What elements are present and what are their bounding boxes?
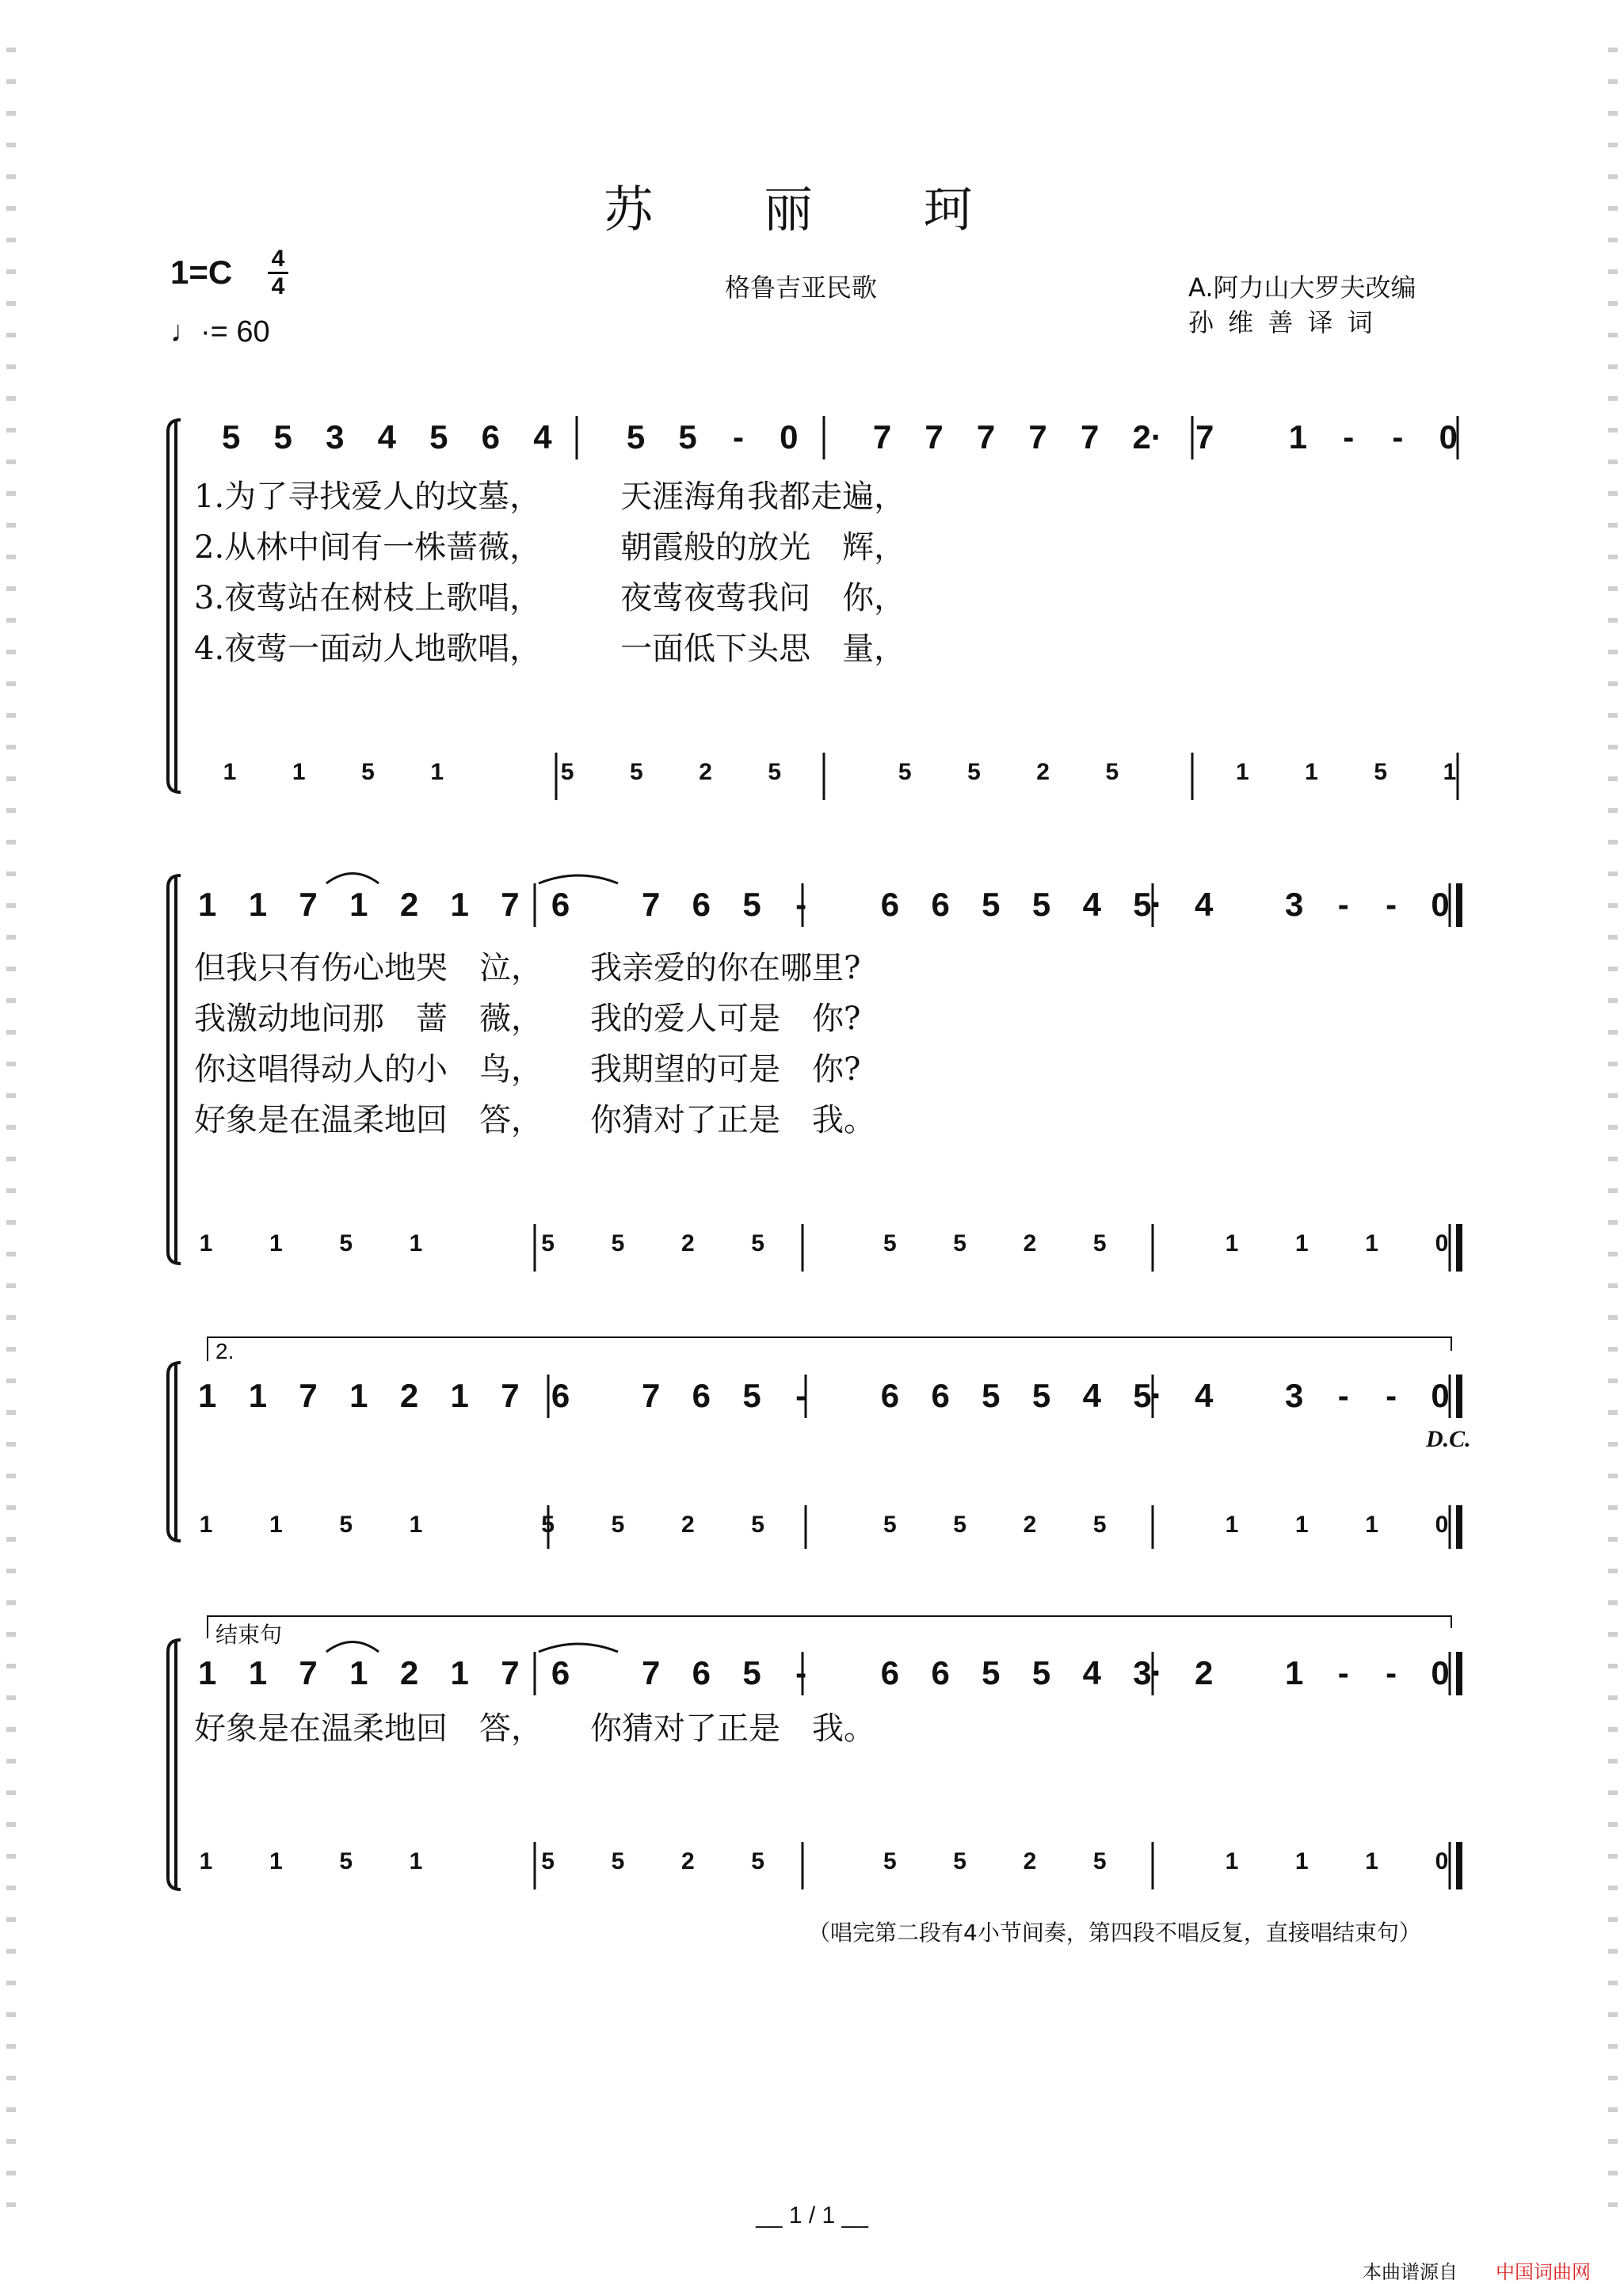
- bass-note: 5: [611, 1512, 625, 1538]
- bass-note: 5: [953, 1512, 966, 1538]
- bass-note: 2: [680, 1230, 695, 1256]
- melody-note: 6: [692, 1377, 711, 1414]
- bass-note: 1: [409, 1230, 423, 1256]
- lyric-verse-1: 但我只有伤心地哭 泣， 我亲爱的你在哪里?: [194, 950, 861, 986]
- melody-note: 6: [551, 1654, 570, 1691]
- time-signature-top: 4: [271, 246, 285, 272]
- bass-note: 5: [883, 1848, 897, 1874]
- melody-note: 7: [641, 1654, 661, 1691]
- coda-label: 结束句: [215, 1622, 283, 1647]
- melody-note: 4: [1082, 1377, 1101, 1414]
- melody-note: 5: [742, 1654, 761, 1691]
- melody-note: 6: [692, 886, 711, 923]
- melody-note: -: [795, 1654, 807, 1691]
- melody-note: 2: [399, 1377, 419, 1414]
- bass-note: 5: [339, 1512, 353, 1538]
- bass-note: 1: [1294, 1512, 1309, 1538]
- barline-gap: [1245, 886, 1253, 924]
- lyric-verse-3: 你这唱得动人的小 鸟， 我期望的可是 你?: [194, 1051, 861, 1088]
- performance-note: （唱完第二段有4小节间奏，第四段不唱反复，直接唱结束句）: [808, 1920, 1421, 1946]
- melody-note: -: [1386, 1654, 1397, 1691]
- song-origin: 格鲁吉亚民歌: [725, 273, 878, 303]
- melody-note: 1: [248, 1377, 268, 1414]
- bass-note: 2: [1023, 1230, 1037, 1256]
- page-number: __ 1 / 1 __: [756, 2202, 868, 2229]
- bass-note: 1: [1365, 1512, 1378, 1538]
- bass-note: 1: [199, 1848, 213, 1874]
- bass-note: 5: [953, 1230, 966, 1256]
- melody-note: 4: [1194, 886, 1214, 923]
- bass-note: 1: [1225, 1230, 1239, 1256]
- melody-row: [198, 1654, 1450, 1692]
- bass-row: [198, 1848, 1450, 1875]
- lyric-verse-3: 3.夜莺站在树枝上歌唱， 夜莺夜莺我问 你，: [194, 580, 906, 616]
- bass-note: 1: [223, 759, 237, 785]
- system-4-lyrics: [194, 1703, 875, 1754]
- melody-note: 3: [326, 418, 345, 456]
- melody-note: 7: [976, 418, 996, 456]
- melody-note: 0: [1431, 1377, 1450, 1414]
- melody-note: 5: [1031, 1654, 1051, 1691]
- melody-note: 3: [1285, 886, 1304, 923]
- bass-note: 1: [1365, 1848, 1378, 1874]
- melody-note: -: [1337, 1654, 1349, 1691]
- bass-note: 5: [751, 1512, 764, 1538]
- system-3-melody: [198, 1377, 1450, 1415]
- melody-note: 6: [481, 418, 501, 456]
- melody-note: 4: [377, 418, 396, 456]
- melody-note: 5: [678, 418, 697, 456]
- melody-note: 4: [1082, 1654, 1101, 1691]
- melody-note: 1: [450, 1654, 469, 1691]
- bass-note: 2: [680, 1512, 695, 1538]
- bass-row: [198, 1230, 1450, 1257]
- lyric-verse-4: 好象是在温柔地回 答， 你猜对了正是 我。: [194, 1102, 875, 1138]
- bass-note: 2: [1023, 1512, 1037, 1538]
- melody-note: 1: [1285, 1654, 1304, 1691]
- bass-note: 1: [1365, 1230, 1378, 1256]
- melody-note: 1: [198, 886, 217, 923]
- lyric-coda: 好象是在温柔地回 答， 你猜对了正是 我。: [194, 1710, 875, 1747]
- bass-note: 1: [1225, 1512, 1239, 1538]
- bass-note: 1: [199, 1512, 213, 1538]
- melody-note: 4: [1082, 886, 1101, 923]
- melody-note: 7: [1195, 418, 1214, 456]
- bass-note: 5: [541, 1230, 555, 1256]
- bass-note: 1: [1294, 1230, 1309, 1256]
- bass-note: 1: [269, 1512, 283, 1538]
- lyric-verse-4: 4.夜莺一面动人地歌唱， 一面低下头思 量，: [194, 631, 906, 667]
- melody-note: 0: [1431, 886, 1450, 923]
- melody-note: 1: [349, 886, 368, 923]
- melody-note: 1: [248, 1654, 268, 1691]
- melody-note: -: [795, 886, 807, 923]
- barline-gap: [1248, 418, 1256, 456]
- bass-note: 2: [699, 759, 712, 785]
- melody-note: 3: [1285, 1377, 1304, 1414]
- bass-note: 5: [611, 1848, 625, 1874]
- bass-note: 1: [430, 759, 444, 785]
- system-2-lyrics: [194, 943, 875, 1146]
- system-1-melody: [222, 418, 1458, 456]
- melody-note: 2: [399, 886, 419, 923]
- melody-note: 2: [399, 1654, 419, 1691]
- melody-note: 7: [641, 1377, 661, 1414]
- bass-note: 5: [751, 1848, 764, 1874]
- barline-gap: [1162, 1512, 1170, 1539]
- melody-note: 7: [299, 1654, 318, 1691]
- lyric-verse-2: 2.从林中间有一株蔷薇， 朝霞般的放光 辉，: [194, 529, 906, 566]
- melody-note: 6: [551, 886, 570, 923]
- melody-note: -: [1386, 1377, 1397, 1414]
- bass-note: 1: [1305, 759, 1318, 785]
- da-capo-mark: D.C.: [1426, 1426, 1471, 1452]
- melody-note: 6: [880, 1377, 900, 1414]
- tempo-marking: ♩·= 60: [170, 315, 270, 349]
- bass-row: [198, 1512, 1450, 1539]
- bass-note: 2: [1036, 759, 1050, 785]
- melody-note: 7: [641, 886, 661, 923]
- bass-note: 1: [269, 1230, 283, 1256]
- bass-note: 5: [560, 759, 574, 785]
- melody-note: 1: [198, 1654, 217, 1691]
- melody-note: 6: [880, 886, 900, 923]
- barline-gap: [602, 886, 610, 924]
- system-3-bass: [198, 1512, 1450, 1539]
- melody-note: 5: [982, 886, 1001, 923]
- arranger-credit: A.阿力山大罗夫改编: [1188, 273, 1416, 303]
- source-site-link[interactable]: 中国词曲网: [1496, 2261, 1591, 2283]
- melody-note: -: [1392, 418, 1404, 456]
- barline-gap: [841, 1654, 848, 1692]
- melody-note: 5·: [1133, 886, 1163, 923]
- melody-note: 1: [349, 1654, 368, 1691]
- melody-note: 5: [742, 1377, 761, 1414]
- melody-note: 1: [349, 1377, 368, 1414]
- barline-gap: [820, 1512, 828, 1539]
- melody-note: 7: [1080, 418, 1100, 456]
- system-4-melody: [198, 1654, 1450, 1692]
- barline-gap: [836, 759, 844, 786]
- melody-note: 5: [429, 418, 448, 456]
- melody-row: [222, 418, 1458, 456]
- melody-row: [198, 886, 1450, 924]
- melody-note: 7: [924, 418, 944, 456]
- bass-note: 1: [409, 1848, 423, 1874]
- melody-note: -: [1337, 886, 1349, 923]
- system-2-bass: [198, 1230, 1450, 1257]
- barline-gap: [1173, 759, 1181, 786]
- melody-note: 7: [501, 1377, 520, 1414]
- bass-note: 5: [1092, 1512, 1107, 1538]
- melody-note: 0: [780, 418, 799, 456]
- key-signature: 1=C: [170, 254, 233, 291]
- barline-gap: [820, 1230, 828, 1257]
- lyric-verse-1: 1.为了寻找爱人的坟墓， 天涯海角我都走遍，: [194, 479, 906, 515]
- bass-note: 5: [541, 1848, 555, 1874]
- system-1-bass: [222, 759, 1458, 786]
- bass-note: 5: [751, 1230, 764, 1256]
- bass-note: 5: [1092, 1848, 1107, 1874]
- bass-note: 1: [292, 759, 306, 785]
- barline-gap: [585, 418, 593, 456]
- melody-note: 1: [1288, 418, 1308, 456]
- melody-note: 6: [931, 1377, 950, 1414]
- melody-note: -: [1343, 418, 1355, 456]
- melody-note: 7: [299, 886, 318, 923]
- source-label: 本曲谱源自: [1363, 2261, 1458, 2283]
- bass-note: 5: [339, 1848, 353, 1874]
- bass-note: 5: [953, 1848, 966, 1874]
- melody-note: 1: [450, 1377, 469, 1414]
- melody-note: 5: [273, 418, 292, 456]
- bass-note: 2: [1023, 1848, 1037, 1874]
- melody-note: 3·: [1133, 1654, 1163, 1691]
- melody-note: -: [1337, 1377, 1349, 1414]
- melody-note: 6: [692, 1654, 711, 1691]
- melody-note: 4: [533, 418, 552, 456]
- barline-gap: [478, 1230, 486, 1257]
- barline-gap: [832, 418, 840, 456]
- melody-note: 0: [1439, 418, 1458, 456]
- bass-note: 5: [629, 759, 643, 785]
- barline-gap: [478, 1848, 486, 1875]
- time-signature-bottom: 4: [271, 273, 285, 299]
- bass-note: 1: [1443, 759, 1457, 785]
- melody-note: 1: [198, 1377, 217, 1414]
- bass-note: 5: [967, 759, 981, 785]
- melody-note: 5: [222, 418, 241, 456]
- melody-note: 0: [1431, 1654, 1450, 1691]
- barline-gap: [498, 759, 506, 786]
- melody-note: 6: [551, 1377, 570, 1414]
- barline-gap: [841, 886, 848, 924]
- melody-note: -: [1386, 886, 1397, 923]
- melody-note: 7: [299, 1377, 318, 1414]
- barline-gap: [602, 1377, 610, 1415]
- bass-note: 5: [1092, 1230, 1107, 1256]
- lyric-verse-2: 我激动地问那 蔷 薇， 我的爱人可是 你?: [194, 1001, 861, 1037]
- melody-note: 5·: [1133, 1377, 1163, 1414]
- system-2-melody: [198, 886, 1450, 924]
- melody-note: 5: [626, 418, 646, 456]
- bass-note: 1: [1235, 759, 1249, 785]
- melody-note: -: [732, 418, 744, 456]
- barline-gap: [1162, 1848, 1170, 1875]
- melody-note: 5: [1031, 1377, 1051, 1414]
- melody-note: 7: [1028, 418, 1047, 456]
- bass-note: 5: [361, 759, 375, 785]
- melody-note: -: [795, 1377, 807, 1414]
- system-4-bass: [198, 1848, 1450, 1875]
- bass-note: 5: [1374, 759, 1388, 785]
- melody-note: 6: [880, 1654, 900, 1691]
- melody-note: 5: [982, 1377, 1001, 1414]
- melody-note: 5: [742, 886, 761, 923]
- melody-note: 5: [982, 1654, 1001, 1691]
- bass-note: 5: [883, 1230, 897, 1256]
- lyricist-credit: 孙 维 善 译 词: [1188, 307, 1376, 337]
- barline-gap: [478, 1512, 486, 1539]
- barline-gap: [602, 1654, 610, 1692]
- bass-note: 5: [541, 1512, 555, 1538]
- melody-note: 6: [931, 1654, 950, 1691]
- melody-note: 7: [501, 1654, 520, 1691]
- bass-note: 2: [680, 1848, 695, 1874]
- melody-note: 4: [1194, 1377, 1214, 1414]
- melody-note: 7: [501, 886, 520, 923]
- melody-row: [198, 1377, 1450, 1415]
- bass-note: 1: [1294, 1848, 1309, 1874]
- bass-note: 5: [611, 1230, 625, 1256]
- bass-note: 1: [269, 1848, 283, 1874]
- barline-gap: [820, 1848, 828, 1875]
- bass-note: 1: [409, 1512, 423, 1538]
- melody-note: 5: [1031, 886, 1051, 923]
- bass-note: 5: [339, 1230, 353, 1256]
- system-1-lyrics: [194, 471, 905, 674]
- bass-row: [222, 759, 1458, 786]
- ending-two-label: 2.: [215, 1339, 234, 1363]
- barline-gap: [1245, 1654, 1253, 1692]
- bass-note: 5: [898, 759, 912, 785]
- bass-note: 5: [1105, 759, 1119, 785]
- bass-note: 0: [1435, 1230, 1449, 1256]
- barline-gap: [1162, 1230, 1170, 1257]
- melody-note: 2: [1194, 1654, 1214, 1691]
- bass-note: 0: [1435, 1848, 1449, 1874]
- bass-note: 0: [1435, 1512, 1449, 1538]
- barline-gap: [1245, 1377, 1253, 1415]
- melody-note: 7: [872, 418, 892, 456]
- melody-note: 1: [450, 886, 469, 923]
- barline-gap: [841, 1377, 848, 1415]
- melody-note: 1: [248, 886, 268, 923]
- song-title: 苏 丽 珂: [604, 181, 1020, 238]
- bass-note: 5: [768, 759, 782, 785]
- bass-note: 1: [199, 1230, 213, 1256]
- melody-note: 6: [931, 886, 950, 923]
- bass-note: 1: [1225, 1848, 1239, 1874]
- melody-note: 2·: [1132, 418, 1162, 456]
- bass-note: 5: [883, 1512, 897, 1538]
